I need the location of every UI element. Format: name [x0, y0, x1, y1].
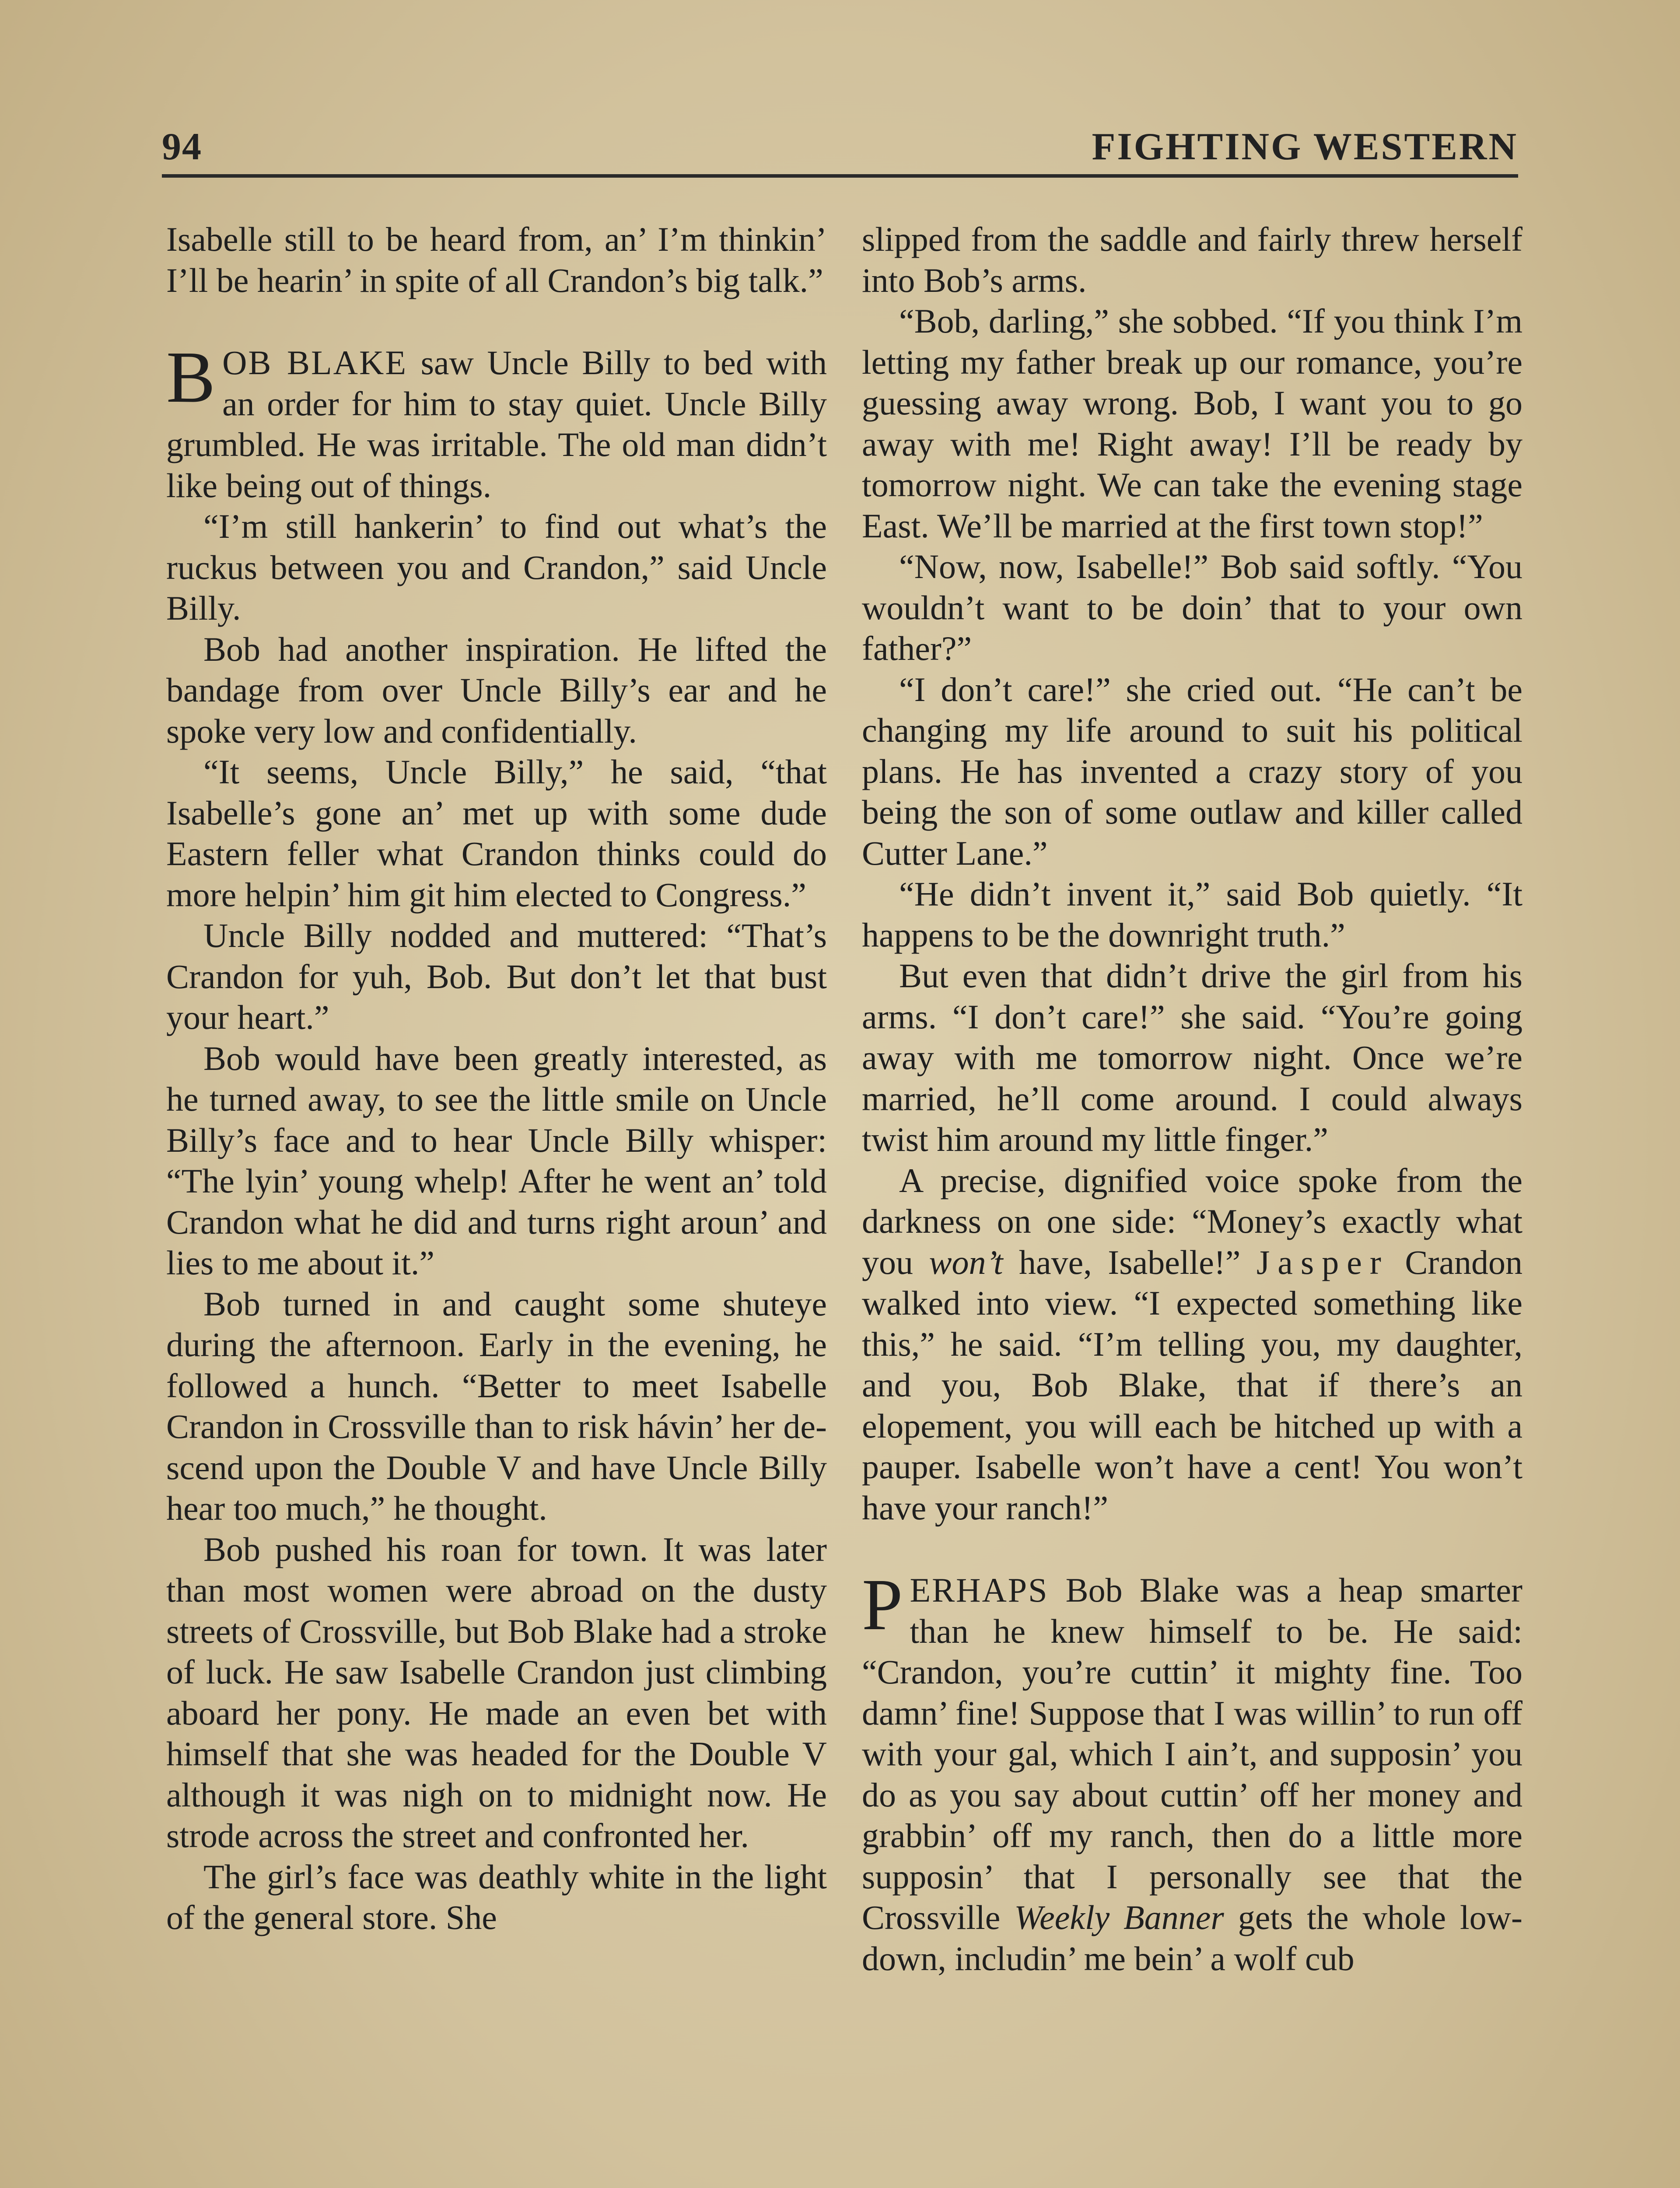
section-opening-paragraph — [862, 1564, 1522, 1979]
paragraph: “I don’t care!” she cried out. “He can’t be changing my life around to suit his political plans. He has invented a crazy story of you being the son of some outlaw and killer called Cutter Lane.” — [862, 670, 1522, 872]
paragraph-text: Bob Blake was a heap smarter than he knew himself to be. He said: “Crandon, you’re cuttin’ it mighty fine. Too damn’ fine! Suppose that I was willin’ to run off with your gal, which I ain’t, and supposin’ you do as you say about cuttin’ off her money and grabbin’ off my ranch, then do a little more supposin’ that I personally see that the Crossville — [862, 1571, 1522, 1936]
paragraph-text: Crandon walked into view. “I expected something like this,” he said. “I’m telling you, my daughter, and you, Bob Blake, that if there’s an elopement, you will each be hitched up with a pauper. Isabelle won’t have a cent! You won’t have your ranch!” — [862, 1243, 1522, 1527]
paragraph-text: saw Uncle Billy to bed with an order for him to stay quiet. Uncle Billy grumbled. He was irritable. The old man didn’t like being out of things. — [166, 344, 827, 505]
paragraph — [862, 1160, 1522, 1529]
paragraph-text: gets the whole lowdown, includin’ me bein’ a wolf cub — [862, 1898, 1522, 1978]
paragraph: Bob turned in and caught some shuteye during the afternoon. Early in the evening, he followed a hunch. “Better to meet Isabelle Crandon in Crossville than to risk hávin’ her descend upon the Double V and have Uncle Billy hear too much,” he thought. — [166, 1284, 827, 1527]
paragraph: The girl’s face was deathly white in the light of the general store. She — [166, 1857, 827, 1936]
paragraph: But even that didn’t drive the girl from his arms. “I don’t care!” she said. “You’re going away with me tomorrow night. Once we’re married, he’ll come around. I could always twist him around my little finger.” — [862, 957, 1522, 1158]
section-opening-paragraph — [166, 337, 827, 506]
paragraph: Bob pushed his roan for town. It was later than most women were abroad on the dusty streets of Crossville, but Bob Blake had a stroke of luck. He saw Isabelle Crandon just climbing aboard her pony. He made an even bet with himself that she was headed for the Double V although it was nigh on to midnight now. He strode across the street and confronted her. — [166, 1530, 827, 1855]
paragraph: “He didn’t invent it,” said Bob quietly. “It happens to be the downright truth.” — [862, 875, 1522, 954]
paragraph-text: A precise, dignified voice spoke from the darkness on one side: “Money’s exactly what you — [862, 1161, 1522, 1281]
paragraph: Bob had another inspiration. He lifted the bandage from over Uncle Billy’s ear and he spoke very low and confidentially. — [166, 630, 827, 750]
header-rule — [162, 174, 1518, 178]
left-column — [166, 219, 827, 2188]
emphasized-text: won’t — [929, 1243, 1003, 1281]
small-caps-lead: ERHAPS — [910, 1571, 1049, 1609]
paragraph: Isabelle still to be heard from, an’ I’m thinkin’ I’ll be hearin’ in spite of all Crandon’s big talk.” — [166, 220, 827, 299]
paragraph-text: have, Isabelle!” — [1003, 1243, 1256, 1281]
page-header — [162, 125, 1518, 177]
emphasized-text: Weekly Banner — [1014, 1898, 1224, 1936]
right-column — [862, 219, 1522, 2188]
paragraph: “I’m still hankerin’ to find out what’s the ruckus between you and Crandon,” said Uncle Billy. — [166, 507, 827, 627]
paragraph: slipped from the saddle and fairly threw herself into Bob’s arms. — [862, 220, 1522, 299]
paragraph: “It seems, Uncle Billy,” he said, “that Isabelle’s gone an’ met up with some dude Eastern feller what Crandon thinks could do more helpin’ him git him elected to Congress.” — [166, 753, 827, 914]
small-caps-lead: OB BLAKE — [222, 344, 407, 382]
paragraph: “Now, now, Isabelle!” Bob said softly. “You wouldn’t want to be doin’ that to your own father?” — [862, 547, 1522, 667]
paragraph: “Bob, darling,” she sobbed. “If you think I’m letting my father break up our romance, you’re guessing away wrong. Bob, I want you to go away with me! Right away! I’ll be ready by tomorrow night. We can take the evening stage East. We’ll be married at the first town stop!” — [862, 302, 1522, 545]
page-number: 94 — [162, 126, 202, 168]
drop-cap: P — [862, 1564, 903, 1645]
magazine-title: FIGHTING WESTERN — [1092, 126, 1518, 168]
paragraph: Bob would have been greatly interested, as he turned away, to see the little smile on Uncle Billy’s face and to hear Uncle Billy whisper: “The lyin’ young whelp! After he went an’ told Crandon what he did and turns right aroun’ and lies to me about it.” — [166, 1039, 827, 1282]
letterspaced-name: Jasper — [1256, 1243, 1389, 1281]
paragraph: Uncle Billy nodded and muttered: “That’s Crandon for yuh, Bob. But don’t let that bust your heart.” — [166, 916, 827, 1036]
drop-cap: B — [166, 337, 216, 418]
